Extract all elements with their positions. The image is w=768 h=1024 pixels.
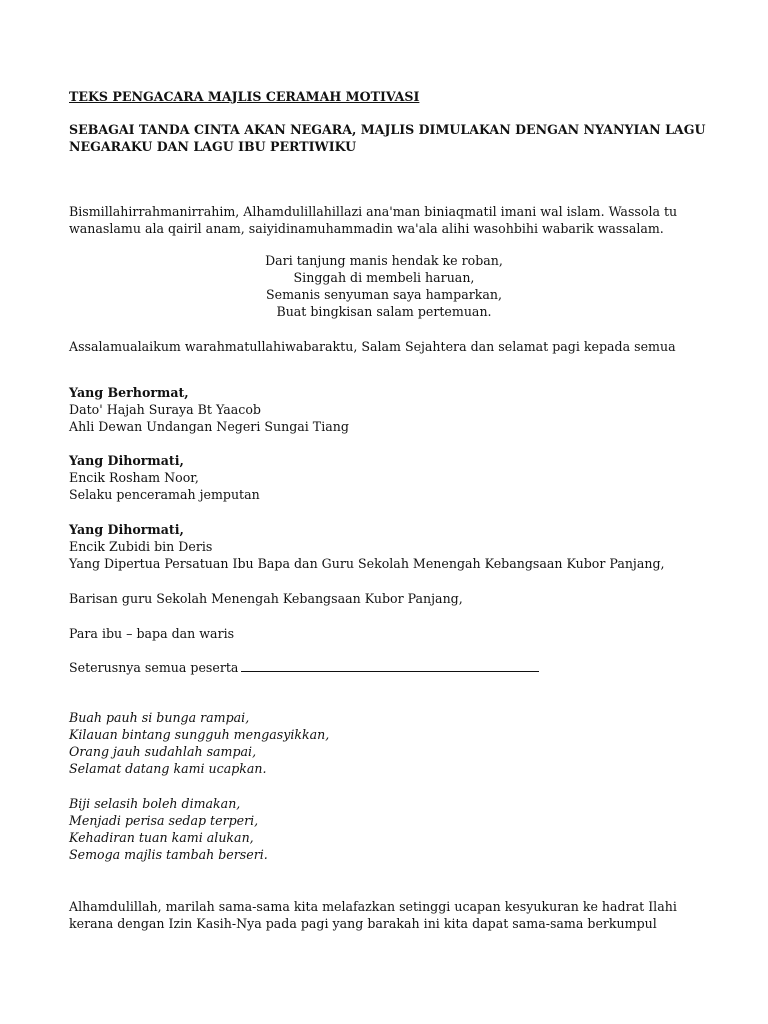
pantun-line: Buah pauh si bunga rampai, [69,710,250,725]
pantun-line: Semoga majlis tambah berseri. [69,847,268,862]
parents-line: Para ibu – bapa dan waris [69,626,235,641]
pantun-line: Kehadiran tuan kami alukan, [69,830,254,845]
vip-heading: Yang Dihormati, [69,453,184,468]
vip-name: Dato' Hajah Suraya Bt Yaacob [69,402,261,417]
vip-block-3 [69,521,719,572]
closing-line: kerana dengan Izin Kasih-Nya pada pagi yang barakah ini kita dapat sama-sama berkumpul [69,916,657,931]
participants-line [69,659,719,676]
pantun-line: Biji selasih boleh dimakan, [69,796,241,811]
doa-paragraph [69,203,719,237]
pantun-opening [69,252,699,320]
document-title: TEKS PENGACARA MAJLIS CERAMAH MOTIVASI [69,89,420,104]
pantun-closing [69,795,719,863]
vip-block-2 [69,452,719,503]
vip-name: Encik Zubidi bin Deris [69,539,213,554]
opening-heading: SEBAGAI TANDA CINTA AKAN NEGARA, MAJLIS DIMULAKAN DENGAN NYANYIAN LAGU NEGARAKU DAN LAGU IBU PERTIWIKU [69,122,706,154]
pantun-line: Selamat datang kami ucapkan. [69,761,267,776]
vip-block-1 [69,384,719,435]
closing-line: Alhamdulillah, marilah sama-sama kita melafazkan setinggi ucapan kesyukuran ke hadrat Ilahi [69,899,677,914]
pantun-line: Orang jauh sudahlah sampai, [69,744,257,759]
pantun-welcome [69,709,719,777]
vip-heading: Yang Berhormat, [69,385,189,400]
pantun-line: Dari tanjung manis hendak ke roban, [265,253,503,268]
doa-line: Bismillahirrahmanirrahim, Alhamdulillahillazi ana'man biniaqmatil imani wal islam. Wassola tu [69,204,678,219]
pantun-line: Menjadi perisa sedap terperi, [69,813,259,828]
vip-role: Ahli Dewan Undangan Negeri Sungai Tiang [69,419,349,434]
closing-paragraph [69,898,719,932]
pantun-line: Kilauan bintang sungguh mengasyikkan, [69,727,330,742]
pantun-line: Semanis senyuman saya hamparkan, [266,287,502,302]
pantun-line: Singgah di membeli haruan, [293,270,475,285]
doa-line: wanaslamu ala qairil anam, saiyidinamuhammadin wa'ala alihi wasohbihi wabarik wassalam. [69,221,664,236]
fill-in-blank [241,659,539,672]
greeting-line: Assalamualaikum warahmatullahiwabaraktu, Salam Sejahtera dan selamat pagi kepada semua [69,339,676,354]
participants-label: Seterusnya semua peserta [69,660,239,675]
vip-role: Selaku penceramah jemputan [69,487,260,502]
vip-role: Yang Dipertua Persatuan Ibu Bapa dan Guru Sekolah Menengah Kebangsaan Kubor Panjang, [69,556,665,571]
vip-heading: Yang Dihormati, [69,522,184,537]
pantun-line: Buat bingkisan salam pertemuan. [276,304,492,319]
vip-name: Encik Rosham Noor, [69,470,199,485]
teachers-line: Barisan guru Sekolah Menengah Kebangsaan Kubor Panjang, [69,591,463,606]
